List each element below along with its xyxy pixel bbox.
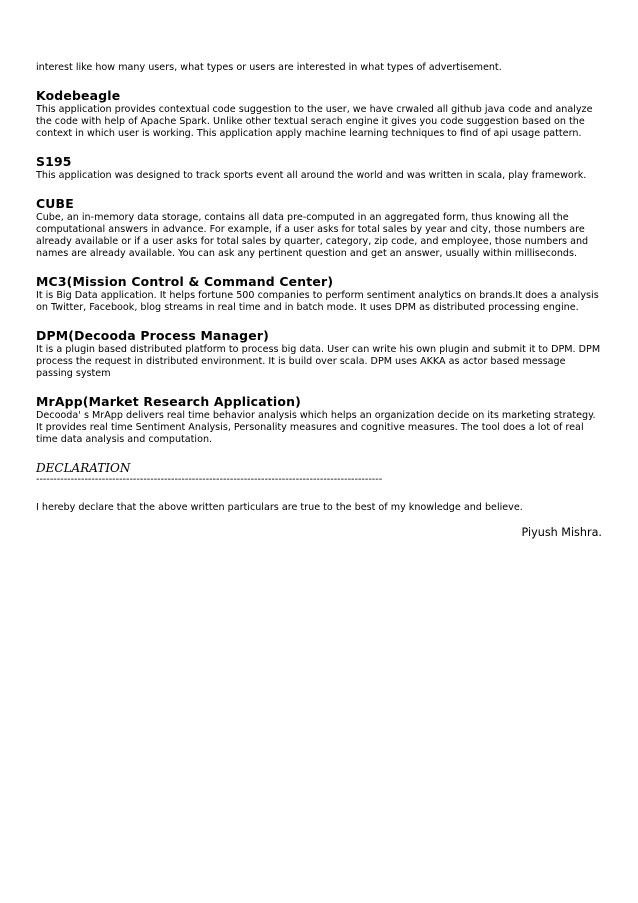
declaration-heading: DECLARATION [36,461,131,475]
declaration-text: I hereby declare that the above written particulars are true to the best of my knowledge and believe. [36,502,523,513]
project-description: Decooda' s MrApp delivers real time behavior analysis which helps an organization decide on its marketing strategy. It provides real time Sentiment Analysis, Personality measures and cognitive measures. The tool does a lot of real time data analysis and computation. [36,410,596,445]
project-title: S195 [36,154,72,169]
project-title: DPM(Decooda Process Manager) [36,328,269,343]
project-description: This application was designed to track sports event all around the world and was written in scala, play framework. [36,170,587,181]
project-description: This application provides contextual code suggestion to the user, we have crwaled all github java code and analyze the code with help of Apache Spark. Unlike other textual serach engine it gives you code suggestion based on the context in which user is working. This application apply machine learning techniques to find of api usage pattern. [36,104,593,139]
project-title: MC3(Mission Control & Command Center) [36,274,334,289]
project-title: Kodebeagle [36,88,121,103]
project-description: It is Big Data application. It helps fortune 500 companies to perform sentiment analytics on brands.It does a analysis on Twitter, Facebook, blog streams in real time and in batch mode. It uses DPM as distributed processing engine. [36,290,599,313]
project-kodebeagle [36,88,604,140]
project-description: Cube, an in-memory data storage, contains all data pre-computed in an aggregated form, thus knowing all the computational answers in advance. For example, if a user asks for total sales by year and city, those numbers are already available or if a user asks for total sales by quarter, category, zip code, and employee, those numbers and names are already available. You can ask any pertinent question and get an answer, usually within milliseconds. [36,212,589,259]
intro-text: interest like how many users, what types or users are interested in what types of advertisement. [36,62,502,73]
project-mc3 [36,274,604,314]
project-title: MrApp(Market Research Application) [36,394,301,409]
signature: Piyush Mishra. [521,526,602,539]
project-s195 [36,154,604,182]
project-title: CUBE [36,196,74,211]
project-mrapp [36,394,604,446]
project-dpm [36,328,604,380]
resume-page [36,62,604,540]
project-description: It is a plugin based distributed platform to process big data. User can write his own plugin and submit it to DPM. DPM process the request in distributed environment. It is build over scala. DPM uses AKKA as actor based message passing system [36,344,601,379]
project-cube [36,196,604,260]
declaration-divider: ---------------------------------------------------------------------------------------------------- [36,475,383,485]
declaration-section [36,461,604,540]
